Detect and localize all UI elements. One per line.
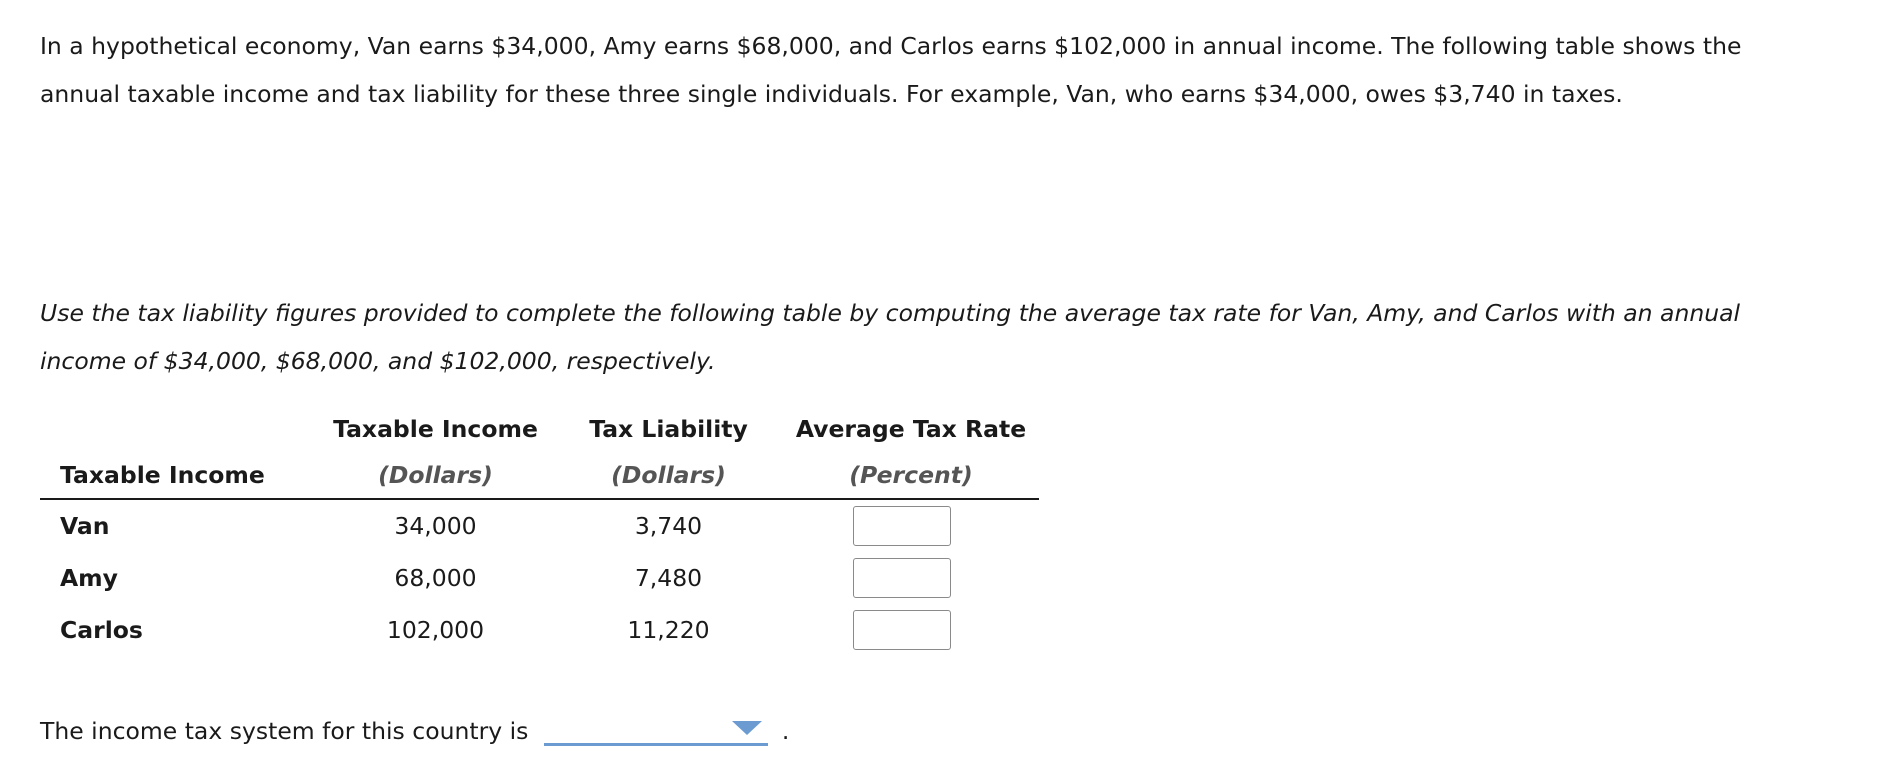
conclusion-sentence: [40, 713, 789, 746]
instructions-paragraph: [40, 289, 1850, 385]
header-tax-liability: Tax Liability: [589, 415, 748, 443]
row-liability-amy: 7,480: [634, 564, 703, 592]
header-liability-unit: (Dollars): [554, 452, 783, 499]
row-name-van: Van: [60, 512, 110, 540]
table-header-row-bottom: [40, 452, 1039, 499]
table-row: [40, 552, 1039, 604]
header-rate-unit: (Percent): [783, 452, 1039, 499]
table-row: [40, 499, 1039, 552]
row-name-amy: Amy: [60, 564, 118, 592]
header-average-tax-rate: Average Tax Rate: [795, 415, 1027, 443]
conclusion-suffix: .: [781, 717, 790, 745]
rate-input-van[interactable]: [853, 506, 951, 546]
row-liability-van: 3,740: [634, 512, 703, 540]
instructions-line-2: income of $34,000, $68,000, and $102,000, respectively.: [40, 347, 716, 375]
table-row: [40, 604, 1039, 656]
row-income-van: 34,000: [394, 512, 477, 540]
header-name-column: Taxable Income: [40, 452, 317, 499]
row-name-carlos: Carlos: [60, 616, 143, 644]
header-taxable-income: Taxable Income: [333, 415, 538, 443]
rate-input-carlos[interactable]: [853, 610, 951, 650]
triangle-down-icon[interactable]: [732, 721, 762, 735]
tax-system-dropdown[interactable]: [544, 713, 768, 746]
row-income-amy: 68,000: [394, 564, 477, 592]
table-header-row-top: [40, 406, 1039, 452]
row-liability-carlos: 11,220: [627, 616, 710, 644]
tax-table: [40, 406, 1039, 656]
header-income-unit: (Dollars): [317, 452, 554, 499]
row-income-carlos: 102,000: [386, 616, 485, 644]
header-blank: [40, 406, 317, 452]
conclusion-prefix: The income tax system for this country is: [40, 717, 529, 745]
rate-input-amy[interactable]: [853, 558, 951, 598]
intro-line-2: annual taxable income and tax liability for these three single individuals. For example, Van, who earns $34,000, owes $3,740 in taxes.: [40, 80, 1623, 108]
instructions-line-1: Use the tax liability figures provided to complete the following table by computing the average tax rate for Van, Amy, and Carlos with an annual: [40, 299, 1741, 327]
intro-paragraph: [40, 22, 1850, 118]
intro-line-1: In a hypothetical economy, Van earns $34,000, Amy earns $68,000, and Carlos earns $102,000 in annual income. The following table shows the: [40, 32, 1742, 60]
